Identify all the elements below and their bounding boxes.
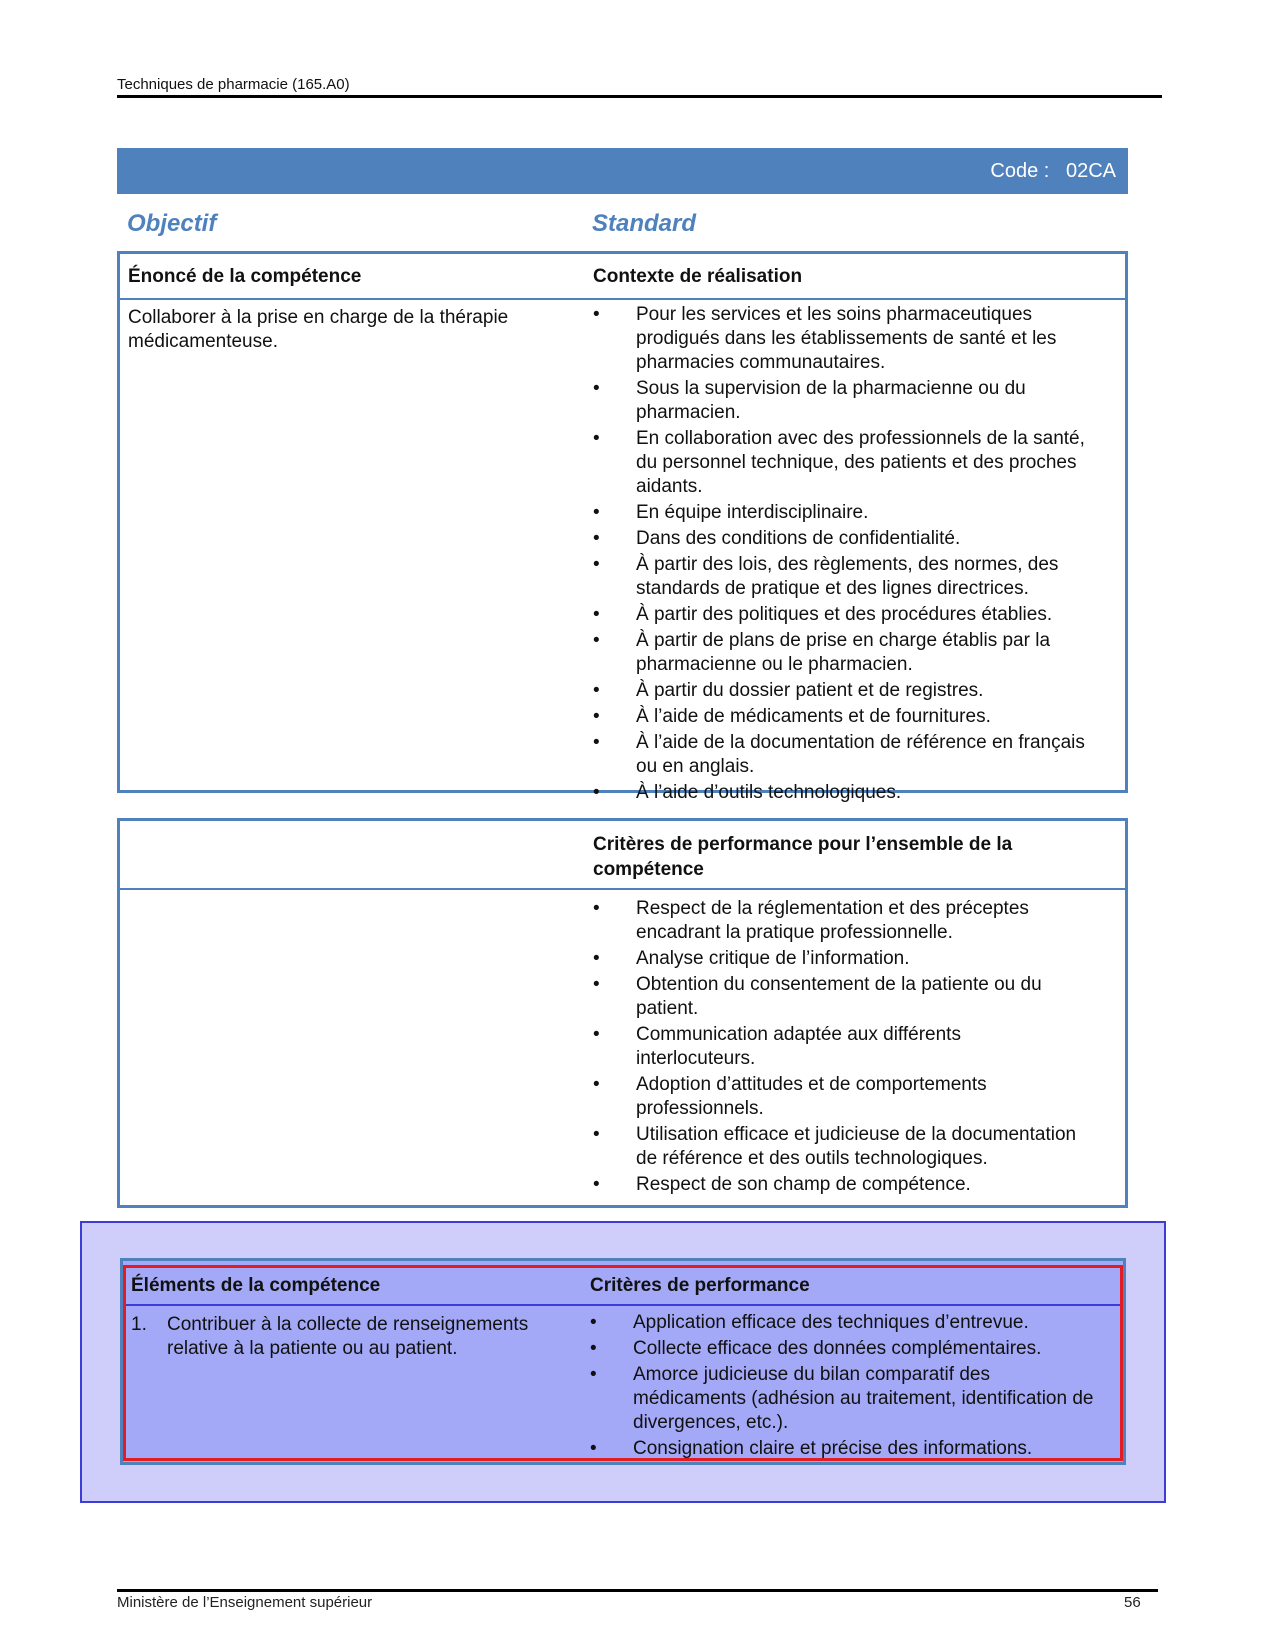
header-rule — [117, 95, 1162, 98]
performance-global-list — [593, 897, 1083, 1199]
footer-rule — [117, 1589, 1158, 1592]
contexte-item: • Pour les services et les soins pharmaceutiques prodigués dans les établissements de santé et les pharmacies communautaires. — [593, 303, 1108, 375]
code-bar — [117, 148, 1128, 194]
element-criteres-list — [590, 1311, 1100, 1463]
footer-ministry: Ministère de l’Enseignement supérieur — [117, 1594, 373, 1611]
contexte-item: • À partir des lois, des règlements, des normes, des standards de pratique et des lignes directrices. — [593, 553, 1108, 601]
critere-item: • Respect de la réglementation et des préceptes encadrant la pratique professionnelle. — [593, 897, 1083, 945]
contexte-item: • À partir des politiques et des procédures établies. — [593, 603, 1108, 627]
critere-item: • Utilisation efficace et judicieuse de la documentation de référence et des outils technologiques. — [593, 1123, 1083, 1171]
contexte-header: Contexte de réalisation — [593, 266, 803, 287]
enonce-header: Énoncé de la compétence — [128, 266, 362, 287]
criteres-header: Critères de performance — [590, 1275, 810, 1296]
contexte-item: • En équipe interdisciplinaire. — [593, 501, 1108, 525]
code-label: Code : 02CA — [990, 160, 1116, 182]
standard-title: Standard — [592, 210, 697, 237]
contexte-item: • À partir du dossier patient et de registres. — [593, 679, 1108, 703]
critere-item: • Amorce judicieuse du bilan comparatif des médicaments (adhésion au traitement, identification de divergences, etc.). — [590, 1363, 1100, 1435]
critere-item: • Analyse critique de l’information. — [593, 947, 1083, 971]
contexte-item: • À l’aide de médicaments et de fournitures. — [593, 705, 1108, 729]
element-number: 1. — [131, 1314, 147, 1335]
critere-item: • Communication adaptée aux différents interlocuteurs. — [593, 1023, 1083, 1071]
performance-global-title: Critères de performance pour l’ensemble de la compétence — [593, 834, 1013, 880]
competence-table — [117, 251, 1128, 803]
performance-global-table — [117, 818, 1128, 1208]
contexte-item: • Dans des conditions de confidentialité. — [593, 527, 1108, 551]
document-header: Techniques de pharmacie (165.A0) — [117, 76, 350, 93]
element-text: Contribuer à la collecte de renseignements relative à la patiente ou au patient. — [167, 1314, 529, 1359]
contexte-item: • En collaboration avec des professionnels de la santé, du personnel technique, des patients et des proches aidants. — [593, 427, 1108, 499]
critere-item: • Adoption d’attitudes et de comportements professionnels. — [593, 1073, 1083, 1121]
contexte-list — [593, 303, 1108, 807]
page-number: 56 — [1124, 1594, 1141, 1611]
contexte-item: • À partir de plans de prise en charge établis par la pharmacienne ou le pharmacien. — [593, 629, 1108, 677]
competence-statement: Collaborer à la prise en charge de la thérapie médicamenteuse. — [128, 307, 509, 352]
critere-item: • Obtention du consentement de la patiente ou du patient. — [593, 973, 1083, 1021]
contexte-item: • À l’aide d’outils technologiques. — [593, 781, 1108, 805]
critere-item: • Consignation claire et précise des informations. — [590, 1437, 1100, 1461]
contexte-item: • Sous la supervision de la pharmacienne ou du pharmacien. — [593, 377, 1108, 425]
contexte-item: • À l’aide de la documentation de référence en français ou en anglais. — [593, 731, 1108, 779]
elements-table-frame — [123, 1265, 1123, 1461]
critere-item: • Respect de son champ de compétence. — [593, 1173, 1083, 1197]
critere-item: • Application efficace des techniques d’entrevue. — [590, 1311, 1100, 1335]
critere-item: • Collecte efficace des données complémentaires. — [590, 1337, 1100, 1361]
elements-header: Éléments de la compétence — [131, 1275, 381, 1296]
objectif-title: Objectif — [127, 210, 217, 237]
